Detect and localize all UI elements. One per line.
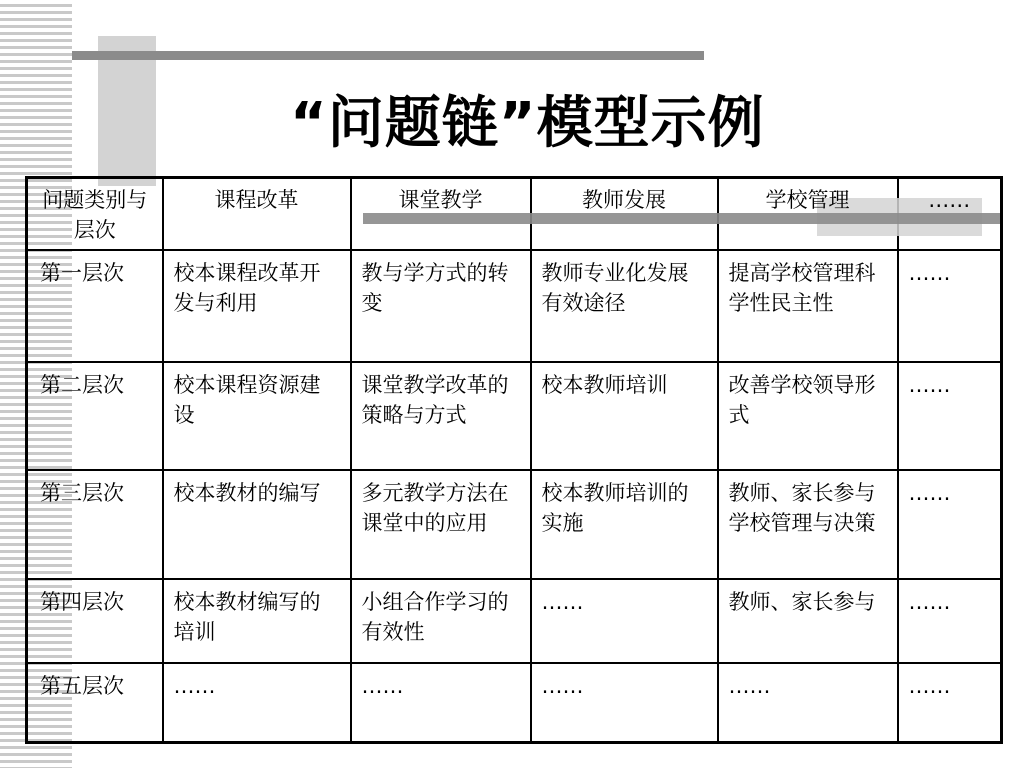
table-cell: …… <box>898 470 1002 579</box>
table-cell: 改善学校领导形式 <box>718 362 898 470</box>
table-cell: 校本教师培训 <box>531 362 718 470</box>
row-label-cell: 第二层次 <box>27 362 163 470</box>
table-cell: …… <box>351 663 531 742</box>
problem-chain-table <box>25 176 1003 744</box>
table-cell: …… <box>718 663 898 742</box>
table-cell: 校本教师培训的实施 <box>531 470 718 579</box>
header-rule-decoration <box>363 213 1000 224</box>
table-row <box>27 663 1002 742</box>
table-cell: 校本教材编写的培训 <box>163 579 351 663</box>
table-row <box>27 470 1002 579</box>
row-label-cell: 第五层次 <box>27 663 163 742</box>
table-cell: 提高学校管理科学性民主性 <box>718 250 898 362</box>
table-cell: 校本课程改革开发与利用 <box>163 250 351 362</box>
column-header-label: 学校管理 <box>765 188 850 212</box>
table-cell: …… <box>163 663 351 742</box>
column-header-cell <box>163 178 351 251</box>
table-cell: …… <box>898 250 1002 362</box>
table-cell: …… <box>531 663 718 742</box>
corner-header-label: 问题类别与层次 <box>42 188 148 242</box>
table-cell: 小组合作学习的有效性 <box>351 579 531 663</box>
column-header-label: 教师发展 <box>582 188 666 212</box>
table-row <box>27 579 1002 663</box>
table-cell: …… <box>898 579 1002 663</box>
top-rule-decoration <box>72 51 704 60</box>
column-header-label: 课堂教学 <box>398 188 483 212</box>
table-row <box>27 362 1002 470</box>
table-row <box>27 250 1002 362</box>
table-cell: 教师、家长参与 <box>718 579 898 663</box>
slide-title: “问题链”模型示例 <box>290 91 765 156</box>
table-cell: 教与学方式的转变 <box>351 250 531 362</box>
corner-header-cell <box>27 178 163 251</box>
table-cell: 教师、家长参与学校管理与决策 <box>718 470 898 579</box>
table-cell: 课堂教学改革的策略与方式 <box>351 362 531 470</box>
table-cell: 教师专业化发展有效途径 <box>531 250 718 362</box>
row-label-cell: 第四层次 <box>27 579 163 663</box>
table-cell: 校本课程资源建设 <box>163 362 351 470</box>
table-cell: …… <box>898 663 1002 742</box>
table-cell: …… <box>898 362 1002 470</box>
table-cell: 多元教学方法在课堂中的应用 <box>351 470 531 579</box>
column-header-label: …… <box>928 188 971 212</box>
column-header-label: 课程改革 <box>214 188 299 212</box>
table-cell: …… <box>531 579 718 663</box>
problem-chain-table-container <box>25 176 1000 743</box>
row-label-cell: 第一层次 <box>27 250 163 362</box>
row-label-cell: 第三层次 <box>27 470 163 579</box>
table-cell: 校本教材的编写 <box>163 470 351 579</box>
